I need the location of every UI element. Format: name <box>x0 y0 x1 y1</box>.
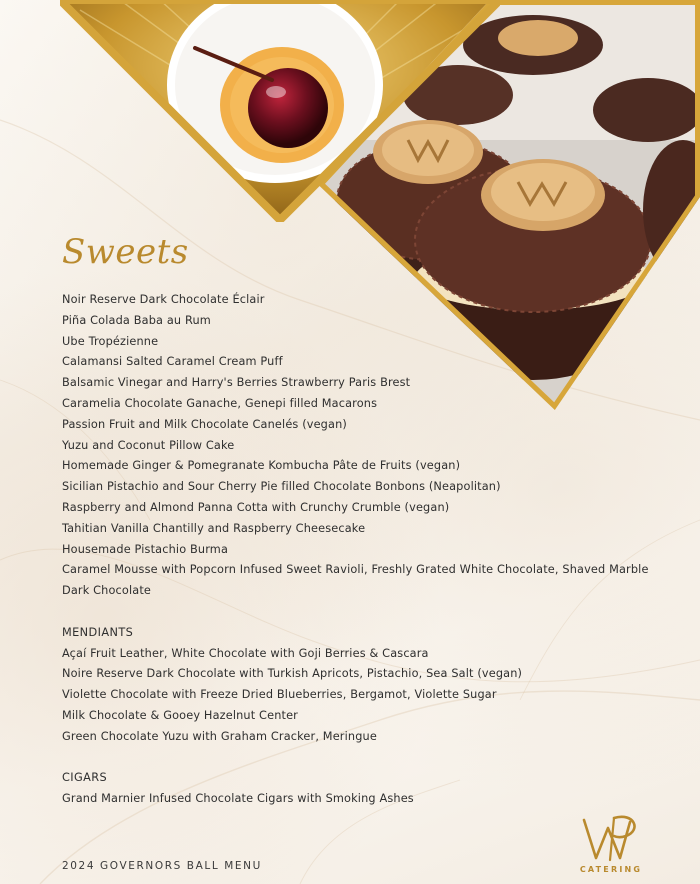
menu-item: Noir Reserve Dark Chocolate Éclair <box>62 293 265 306</box>
menu-item: Ube Tropézienne <box>62 334 159 348</box>
cigars-heading: CIGARS <box>62 771 108 785</box>
menu-item: Caramel Mousse with Popcorn Infused Sweet Ravioli, Freshly Grated White Chocolate, Shaved Marble Dark Chocolate <box>62 563 649 598</box>
menu-item: Raspberry and Almond Panna Cotta with Crunchy Crumble (vegan) <box>62 500 450 514</box>
menu-list <box>62 290 652 810</box>
gold-frame <box>60 0 500 222</box>
menu-item: Tahitian Vanilla Chantilly and Raspberry Cheesecake <box>62 521 366 535</box>
menu-item: Green Chocolate Yuzu with Graham Cracker, Meringue <box>62 729 377 743</box>
menu-item: Violette Chocolate with Freeze Dried Blueberries, Bergamot, Violette Sugar <box>62 688 497 702</box>
menu-item: Housemade Pistachio Burma <box>62 542 229 556</box>
menu-item: Yuzu and Coconut Pillow Cake <box>62 438 235 452</box>
menu-item: Balsamic Vinegar and Harry's Berries Strawberry Paris Brest <box>62 376 411 390</box>
section-title: Sweets <box>62 232 189 272</box>
menu-item: Milk Chocolate & Gooey Hazelnut Center <box>62 708 298 722</box>
menu-item: Passion Fruit and Milk Chocolate Canelés (vegan) <box>62 417 347 431</box>
menu-item: Sicilian Pistachio and Sour Cherry Pie filled Chocolate Bonbons (Neapolitan) <box>62 480 501 494</box>
menu-item: Calamansi Salted Caramel Cream Puff <box>62 355 283 369</box>
logo-wordmark: CATERING <box>579 865 643 874</box>
footer-caption: 2024 GOVERNORS BALL MENU <box>62 860 262 872</box>
menu-item: Noire Reserve Dark Chocolate with Turkish Apricots, Pistachio, Sea Salt (vegan) <box>62 667 523 681</box>
menu-item: Grand Marnier Infused Chocolate Cigars with Smoking Ashes <box>62 792 414 806</box>
menu-item: Homemade Ginger & Pomegranate Kombucha Pâte de Fruits (vegan) <box>62 459 461 473</box>
menu-item: Caramelia Chocolate Ganache, Genepi filled Macarons <box>62 396 378 410</box>
mendiants-heading: MENDIANTS <box>62 625 134 639</box>
menu-item: Piña Colada Baba au Rum <box>62 313 211 327</box>
menu-item: Açaí Fruit Leather, White Chocolate with Goji Berries & Cascara <box>62 646 429 660</box>
